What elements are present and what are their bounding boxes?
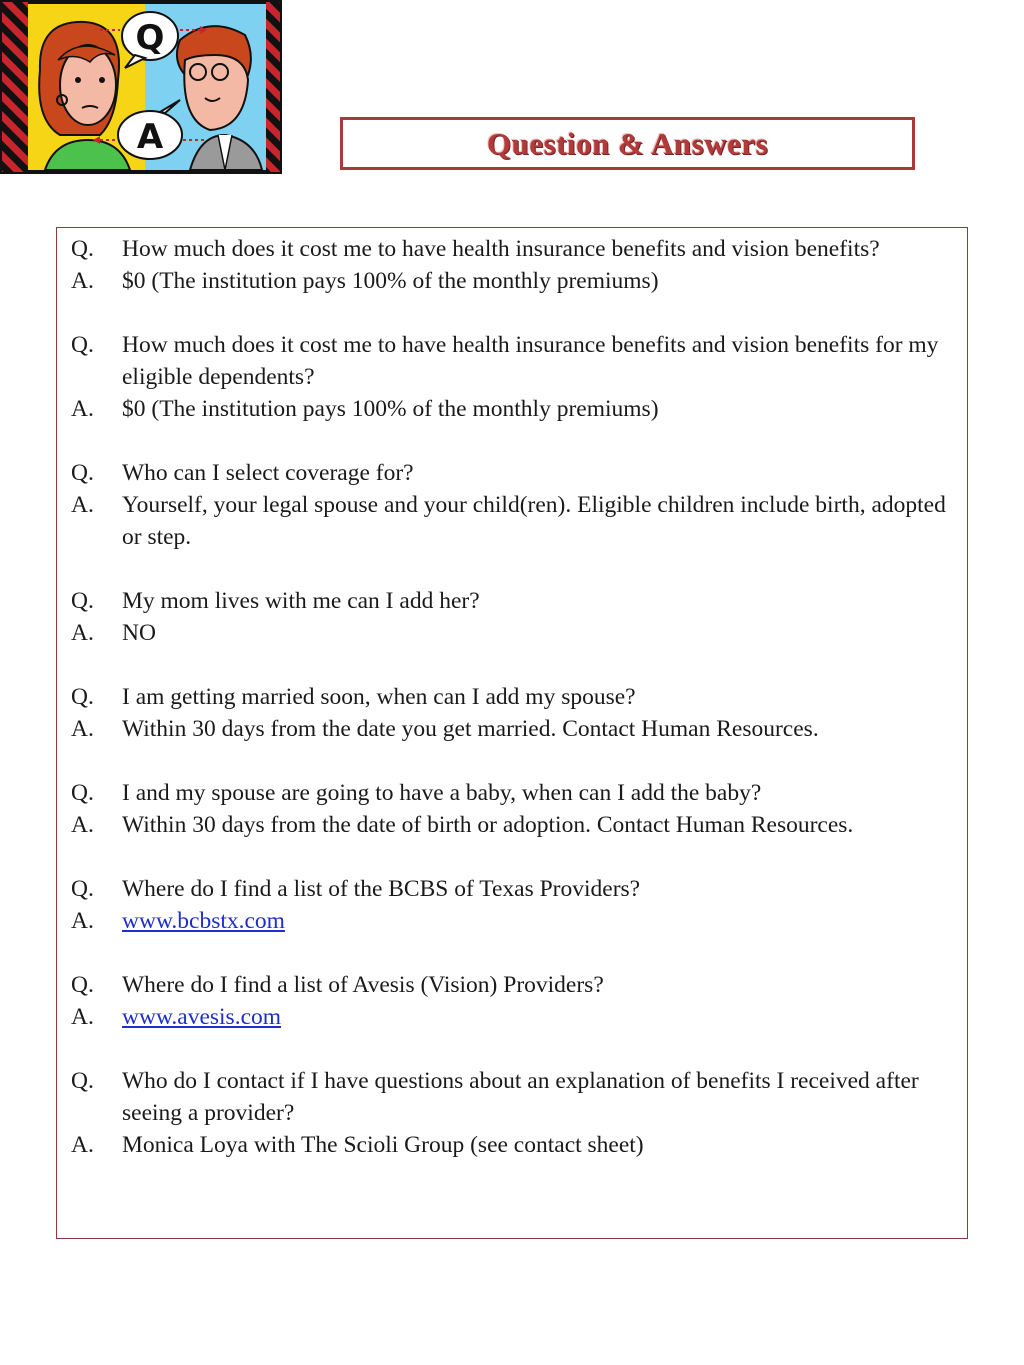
qa-list	[56, 227, 968, 1239]
answer-text: Monica Loya with The Scioli Group (see contact sheet)	[122, 1132, 644, 1158]
question-text: How much does it cost me to have health insurance benefits and vision benefits for my eligible dependents?	[122, 332, 939, 390]
answer-prefix: A.	[71, 268, 94, 294]
question-prefix: Q.	[71, 588, 94, 614]
question-prefix: Q.	[71, 460, 94, 486]
qa-item	[57, 233, 967, 297]
answer-text: $0 (The institution pays 100% of the monthly premiums)	[122, 396, 659, 422]
qa-item	[57, 777, 967, 841]
qa-item	[57, 585, 967, 649]
question-row	[57, 457, 967, 489]
title-banner	[340, 117, 915, 170]
question-prefix: Q.	[71, 684, 94, 710]
answer-prefix: A.	[71, 620, 94, 646]
qa-item	[57, 1065, 967, 1161]
question-row	[57, 969, 967, 1001]
question-row	[57, 1065, 967, 1129]
question-text: I am getting married soon, when can I add my spouse?	[122, 684, 636, 710]
bcbstx-link[interactable]: www.bcbstx.com	[122, 908, 285, 934]
question-prefix: Q.	[71, 1068, 94, 1094]
answer-prefix: A.	[71, 908, 94, 934]
question-prefix: Q.	[71, 236, 94, 262]
answer-prefix: A.	[71, 1004, 94, 1030]
question-text: I and my spouse are going to have a baby, when can I add the baby?	[122, 780, 762, 806]
answer-text: $0 (The institution pays 100% of the monthly premiums)	[122, 268, 659, 294]
qa-item	[57, 457, 967, 553]
question-text: Who do I contact if I have questions about an explanation of benefits I received after seeing a provider?	[122, 1068, 919, 1126]
answer-text: NO	[122, 620, 156, 646]
question-row	[57, 681, 967, 713]
answer-row	[57, 617, 967, 649]
answer-prefix: A.	[71, 396, 94, 422]
answer-prefix: A.	[71, 492, 94, 518]
answer-prefix: A.	[71, 1132, 94, 1158]
answer-row	[57, 393, 967, 425]
question-prefix: Q.	[71, 332, 94, 358]
qa-item	[57, 681, 967, 745]
answer-text: Within 30 days from the date you get married. Contact Human Resources.	[122, 716, 819, 742]
answer-text: Yourself, your legal spouse and your child(ren). Eligible children include birth, adopted or step.	[122, 492, 946, 550]
question-answer-clipart	[0, 0, 282, 174]
answer-row	[57, 809, 967, 841]
qa-item	[57, 969, 967, 1033]
question-text: Where do I find a list of the BCBS of Texas Providers?	[122, 876, 641, 902]
question-row	[57, 233, 967, 265]
question-text: My mom lives with me can I add her?	[122, 588, 480, 614]
answer-row	[57, 265, 967, 297]
question-row	[57, 585, 967, 617]
answer-row	[57, 489, 967, 553]
answer-prefix: A.	[71, 716, 94, 742]
avesis-link[interactable]: www.avesis.com	[122, 1004, 282, 1030]
answer-row	[57, 713, 967, 745]
question-row	[57, 777, 967, 809]
question-text: Where do I find a list of Avesis (Vision) Providers?	[122, 972, 604, 998]
question-row	[57, 873, 967, 905]
answer-row	[57, 1129, 967, 1161]
answer-row	[57, 1001, 967, 1033]
question-prefix: Q.	[71, 780, 94, 806]
qa-item	[57, 329, 967, 425]
qa-item	[57, 873, 967, 937]
question-text: Who can I select coverage for?	[122, 460, 414, 486]
question-prefix: Q.	[71, 876, 94, 902]
answer-prefix: A.	[71, 812, 94, 838]
question-row	[57, 329, 967, 393]
q-letter: Q	[135, 18, 165, 58]
question-prefix: Q.	[71, 972, 94, 998]
question-text: How much does it cost me to have health insurance benefits and vision benefits?	[122, 236, 880, 262]
answer-row	[57, 905, 967, 937]
page-title: Question & Answers	[486, 125, 769, 161]
answer-text: Within 30 days from the date of birth or adoption. Contact Human Resources.	[122, 812, 854, 838]
a-letter: A	[136, 117, 164, 157]
